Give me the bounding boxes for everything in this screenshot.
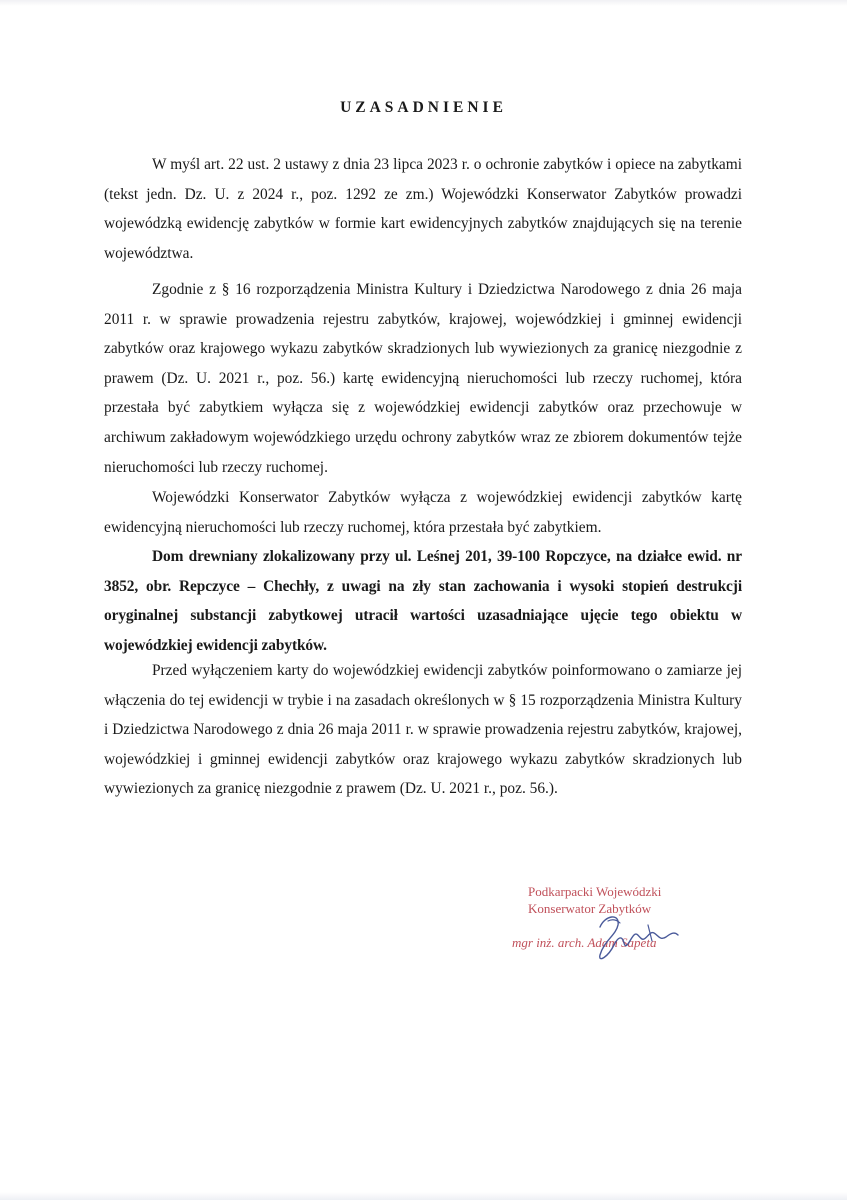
- paragraph-exclusion: Wojewódzki Konserwator Zabytków wyłącza z wojewódzkiej ewidencji zabytków kartę ewidencyjną nieruchomości lub rzeczy ruchomej, która przestała być zabytkiem.: [104, 489, 742, 536]
- scan-top-edge: [0, 0, 847, 6]
- paragraph-legal-basis: W myśl art. 22 ust. 2 ustawy z dnia 23 lipca 2023 r. o ochronie zabytków i opiece na zabytkami (tekst jedn. Dz. U. z 2024 r., poz. 1292 ze zm.) Wojewódzki Konserwator Zabytków prowadzi wojewódzką ewidencję zabytków w formie kart ewidencyjnych zabytków znajdujących się na terenie województwa.: [104, 156, 742, 262]
- paragraph-notification: Przed wyłączeniem karty do wojewódzkiej ewidencji zabytków poinformowano o zamiarze jej włączenia do tej ewidencji w trybie i na zasadach określonych w § 15 rozporządzenia Ministra Kultury i Dziedzictwa Narodowego z dnia 26 maja 2011 r. w sprawie prowadzenia rejestru zabytków, krajowej, wojewódzkiej i gminnej ewidencji zabytków oraz krajowego wykazu zabytków skradzionych lub wywiezionych za granicę niezgodnie z prawem (Dz. U. 2021 r., poz. 56.).: [104, 662, 742, 798]
- document-title: UZASADNIENIE: [340, 99, 507, 116]
- paragraph-object-description: Dom drewniany zlokalizowany przy ul. Leśnej 201, 39-100 Ropczyce, na działce ewid. nr 3852, obr. Repczyce – Chechły, z uwagi na zły stan zachowania i wysoki stopień destrukcji oryginalnej substancji zabytkowej utracił wartości uzasadniające ujęcie tego obiektu w wojewódzkiej ewidencji zabytków.: [104, 548, 742, 654]
- scan-bottom-edge: [0, 1192, 847, 1200]
- stamp-line-office: Podkarpacki Wojewódzki: [528, 884, 662, 899]
- stamp-line-name: mgr inż. arch. Adam Sapeta: [512, 935, 657, 950]
- paragraph-regulation: Zgodnie z § 16 rozporządzenia Ministra Kultury i Dziedzictwa Narodowego z dnia 26 maja 2011 r. w sprawie prowadzenia rejestru zabytków, krajowej, wojewódzkiej i gminnej ewidencji zabytków oraz krajowego wykazu zabytków skradzionych lub wywiezionych za granicę niezgodnie z prawem (Dz. U. 2021 r., poz. 56.) kartę ewidencyjną nieruchomości lub rzeczy ruchomej, która przestała być zabytkiem wyłącza się z wojewódzkiej ewidencji zabytków oraz przechowuje w archiwum zakładowym wojewódzkiego urzędu ochrony zabytków wraz ze zbiorem dokumentów tejże nieruchomości lub rzeczy ruchomej.: [104, 281, 742, 476]
- stamp-line-role: Konserwator Zabytków: [528, 901, 652, 916]
- handwritten-signature: [560, 905, 690, 965]
